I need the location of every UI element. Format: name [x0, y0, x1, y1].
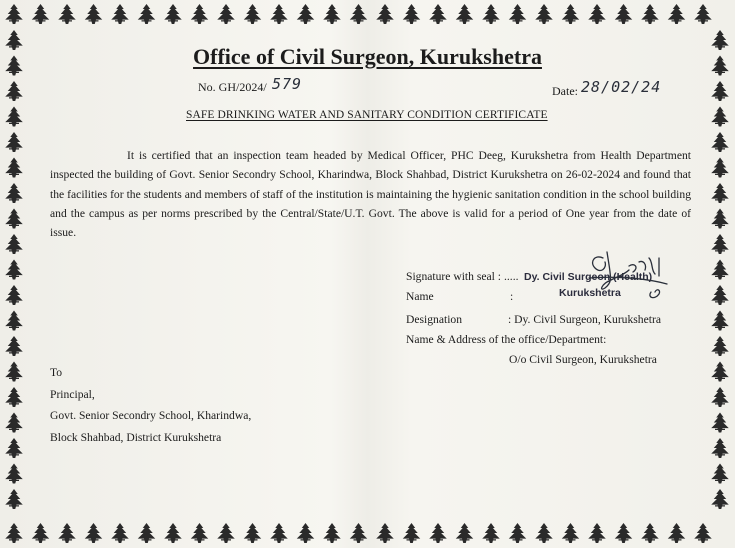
tree-ornament-icon — [164, 4, 182, 24]
tree-ornament-icon — [5, 234, 23, 254]
recipient-to: To — [50, 366, 63, 379]
address-label: Name & Address of the office/Department: — [406, 333, 607, 346]
tree-ornament-icon — [615, 523, 633, 543]
tree-ornament-icon — [711, 311, 729, 331]
tree-ornament-icon — [138, 523, 156, 543]
tree-ornament-icon — [164, 523, 182, 543]
tree-ornament-icon — [376, 4, 394, 24]
certificate-heading: SAFE DRINKING WATER AND SANITARY CONDITION CERTIFICATE — [186, 109, 548, 121]
tree-ornament-icon — [5, 209, 23, 229]
signature-dots: ..... — [504, 270, 519, 283]
tree-ornament-icon — [403, 4, 421, 24]
tree-ornament-icon — [5, 362, 23, 382]
tree-ornament-icon — [350, 4, 368, 24]
tree-ornament-icon — [5, 260, 23, 280]
tree-ornament-icon — [350, 523, 368, 543]
signature-label: Signature with seal : — [406, 270, 501, 283]
tree-ornament-icon — [5, 438, 23, 458]
tree-ornament-icon — [58, 4, 76, 24]
tree-ornament-icon — [191, 523, 209, 543]
tree-ornament-icon — [694, 4, 712, 24]
tree-ornament-icon — [711, 285, 729, 305]
designation-value: : Dy. Civil Surgeon, Kurukshetra — [508, 313, 661, 326]
tree-ornament-icon — [588, 4, 606, 24]
tree-ornament-icon — [5, 4, 23, 24]
tree-ornament-icon — [58, 523, 76, 543]
tree-ornament-icon — [711, 464, 729, 484]
tree-ornament-icon — [5, 81, 23, 101]
tree-ornament-icon — [482, 523, 500, 543]
tree-ornament-icon — [5, 464, 23, 484]
tree-ornament-icon — [641, 4, 659, 24]
recipient-line-2: Govt. Senior Secondry School, Kharindwa, — [50, 409, 252, 422]
tree-ornament-icon — [711, 362, 729, 382]
tree-ornament-icon — [85, 523, 103, 543]
tree-ornament-icon — [668, 523, 686, 543]
date-label: Date: — [552, 84, 578, 98]
tree-ornament-icon — [429, 523, 447, 543]
tree-ornament-icon — [711, 209, 729, 229]
tree-ornament-icon — [403, 523, 421, 543]
address-value: O/o Civil Surgeon, Kurukshetra — [509, 353, 657, 366]
tree-ornament-icon — [5, 158, 23, 178]
recipient-line-1: Principal, — [50, 387, 95, 401]
certificate-body: It is certified that an inspection team headed by Medical Officer, PHC Deeg, Kurukshetra from Health Department inspected the building of Govt. Senior Secondry School, Kharindwa, Block Shahbad, District Kurukshetra on 26-02-2024 and found that the facilities for the students and members of staff of the institution is maintaining the hygienic sanitation condition in the school building and the campus as per norms prescribed by the Central/State/U.T. Govt. The above is valid for a period of One year from the date of issue. — [50, 149, 691, 240]
tree-ornament-icon — [535, 523, 553, 543]
tree-ornament-icon — [323, 523, 341, 543]
stamp-line-place: Kurukshetra — [559, 287, 621, 299]
tree-ornament-icon — [711, 107, 729, 127]
tree-ornament-icon — [270, 523, 288, 543]
tree-ornament-icon — [32, 4, 50, 24]
tree-ornament-icon — [5, 132, 23, 152]
tree-ornament-icon — [244, 4, 262, 24]
tree-ornament-icon — [456, 523, 474, 543]
tree-ornament-icon — [244, 523, 262, 543]
tree-ornament-icon — [711, 158, 729, 178]
tree-ornament-icon — [270, 4, 288, 24]
tree-ornament-icon — [641, 523, 659, 543]
tree-ornament-icon — [711, 336, 729, 356]
address-row — [406, 333, 706, 349]
tree-ornament-icon — [32, 523, 50, 543]
tree-ornament-icon — [5, 183, 23, 203]
tree-ornament-icon — [694, 523, 712, 543]
tree-ornament-icon — [456, 4, 474, 24]
office-title: Office of Civil Surgeon, Kurukshetra — [193, 44, 542, 69]
tree-ornament-icon — [5, 336, 23, 356]
tree-ornament-icon — [5, 285, 23, 305]
tree-ornament-icon — [711, 260, 729, 280]
tree-ornament-icon — [711, 183, 729, 203]
tree-ornament-icon — [323, 4, 341, 24]
tree-ornament-icon — [535, 4, 553, 24]
tree-ornament-icon — [85, 4, 103, 24]
tree-ornament-icon — [482, 4, 500, 24]
tree-ornament-icon — [5, 489, 23, 509]
tree-ornament-icon — [217, 4, 235, 24]
reference-number-value: 579 — [272, 75, 303, 93]
date-value: 28/02/24 — [581, 78, 662, 96]
tree-ornament-icon — [111, 523, 129, 543]
tree-ornament-icon — [711, 387, 729, 407]
tree-ornament-icon — [711, 132, 729, 152]
stamp-line-title: Dy. Civil Surgeon (Health) — [524, 271, 653, 283]
designation-label: Designation — [406, 313, 463, 326]
tree-ornament-icon — [588, 523, 606, 543]
address-value-row — [509, 353, 709, 369]
tree-ornament-icon — [5, 387, 23, 407]
tree-ornament-icon — [5, 413, 23, 433]
tree-ornament-icon — [509, 4, 527, 24]
tree-ornament-icon — [562, 4, 580, 24]
tree-ornament-icon — [711, 438, 729, 458]
tree-ornament-icon — [711, 81, 729, 101]
name-label: Name — [406, 290, 434, 303]
tree-ornament-icon — [615, 4, 633, 24]
name-separator: : — [510, 290, 514, 303]
recipient-block — [50, 362, 251, 448]
tree-ornament-icon — [509, 523, 527, 543]
tree-ornament-icon — [429, 4, 447, 24]
tree-ornament-icon — [5, 311, 23, 331]
recipient-line-3: Block Shahbad, District Kurukshetra — [50, 430, 222, 444]
tree-ornament-icon — [711, 234, 729, 254]
tree-ornament-icon — [668, 4, 686, 24]
tree-ornament-icon — [376, 523, 394, 543]
tree-ornament-icon — [217, 523, 235, 543]
tree-ornament-icon — [191, 4, 209, 24]
handwritten-signature — [555, 248, 675, 318]
tree-ornament-icon — [711, 413, 729, 433]
tree-ornament-icon — [5, 523, 23, 543]
reference-number-label: No. GH/2024/ — [198, 80, 267, 94]
tree-ornament-icon — [562, 523, 580, 543]
tree-ornament-icon — [138, 4, 156, 24]
tree-ornament-icon — [297, 4, 315, 24]
tree-ornament-icon — [711, 489, 729, 509]
tree-ornament-icon — [5, 107, 23, 127]
tree-ornament-icon — [111, 4, 129, 24]
tree-ornament-icon — [297, 523, 315, 543]
